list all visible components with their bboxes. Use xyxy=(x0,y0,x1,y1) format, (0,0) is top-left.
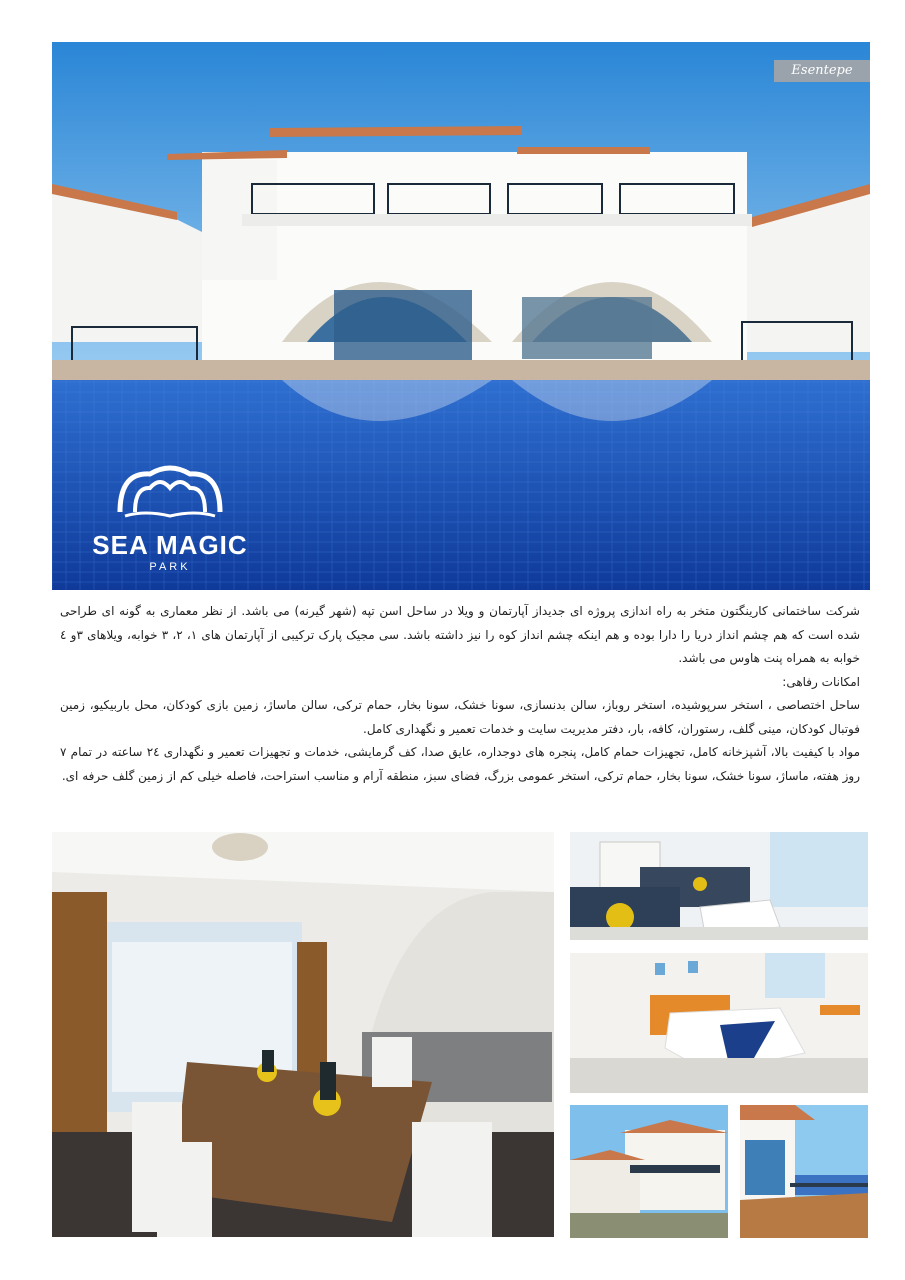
bedroom-photo xyxy=(570,953,868,1093)
domes-logo-icon xyxy=(110,462,230,522)
amenities-heading: امکانات رفاهی: xyxy=(782,674,860,689)
location-tag: Esentepe xyxy=(774,60,870,82)
intro-paragraph: شرکت ساختمانی کارینگتون متخر به راه اندازی پروژه ای جدیداز آپارتمان و ویلا در ساحل اسن تپه (شهر گیرنه) می باشد. از نظر معماری به گونه ای طراحی شده است که هم چشم انداز دریا را دارا بوده و هم اینکه چشم انداز کوه را نیز داشته باشد. سی مجیک پارک ترکیبی از آپارتمان های ۱، ۲، ۳ خوابه، ویلاهای ۳و ٤ خوابه به همراه پنت هاوس می باشد. xyxy=(60,604,861,665)
brand-subtitle: PARK xyxy=(149,561,191,573)
living-room-photo xyxy=(570,832,868,940)
dining-room-photo xyxy=(52,832,554,1237)
exterior-villas-illustration xyxy=(570,1105,728,1238)
brand-logo xyxy=(70,462,270,573)
living-room-illustration xyxy=(570,832,868,940)
exterior-villas-photo xyxy=(570,1105,728,1238)
amenities-paragraph: ساحل اختصاصی ، استخر سرپوشیده، استخر روباز، سالن بدنسازی، سونا خشک، سونا بخار، حمام ترکی، سالن ماساژ، زمین بازی کودکان، محل باربیکیو، زمین فوتبال کودکان، مینی گلف، رستوران، کافه، بار، دفتر مدیریت سایت و خدمات تعمیر و نگهداری کامل. xyxy=(60,698,860,736)
hero-villa-photo xyxy=(52,42,870,590)
dining-room-illustration xyxy=(52,832,554,1237)
bedroom-illustration xyxy=(570,953,868,1093)
project-description xyxy=(60,600,860,788)
materials-paragraph: مواد با کیفیت بالا، آشپزخانه کامل، تجهیزات حمام کامل، پنجره های دوجداره، عایق صدا، کف گرمایشی، خدمات و تجهیزات تعمیر و نگهداری ٢٤ ساعته در تمام ۷ روز هفته، ماساژ، سونا خشک، سونا بخار، حمام ترکی، استخر عمومی بزرگ، فضای سبز، منطقه آرام و مناسب استراحت، فاصله خیلی کم از زمین گلف حرفه ای. xyxy=(60,745,860,783)
brand-name: SEA MAGIC xyxy=(92,530,248,560)
terrace-illustration xyxy=(740,1105,868,1238)
terrace-photo xyxy=(740,1105,868,1238)
